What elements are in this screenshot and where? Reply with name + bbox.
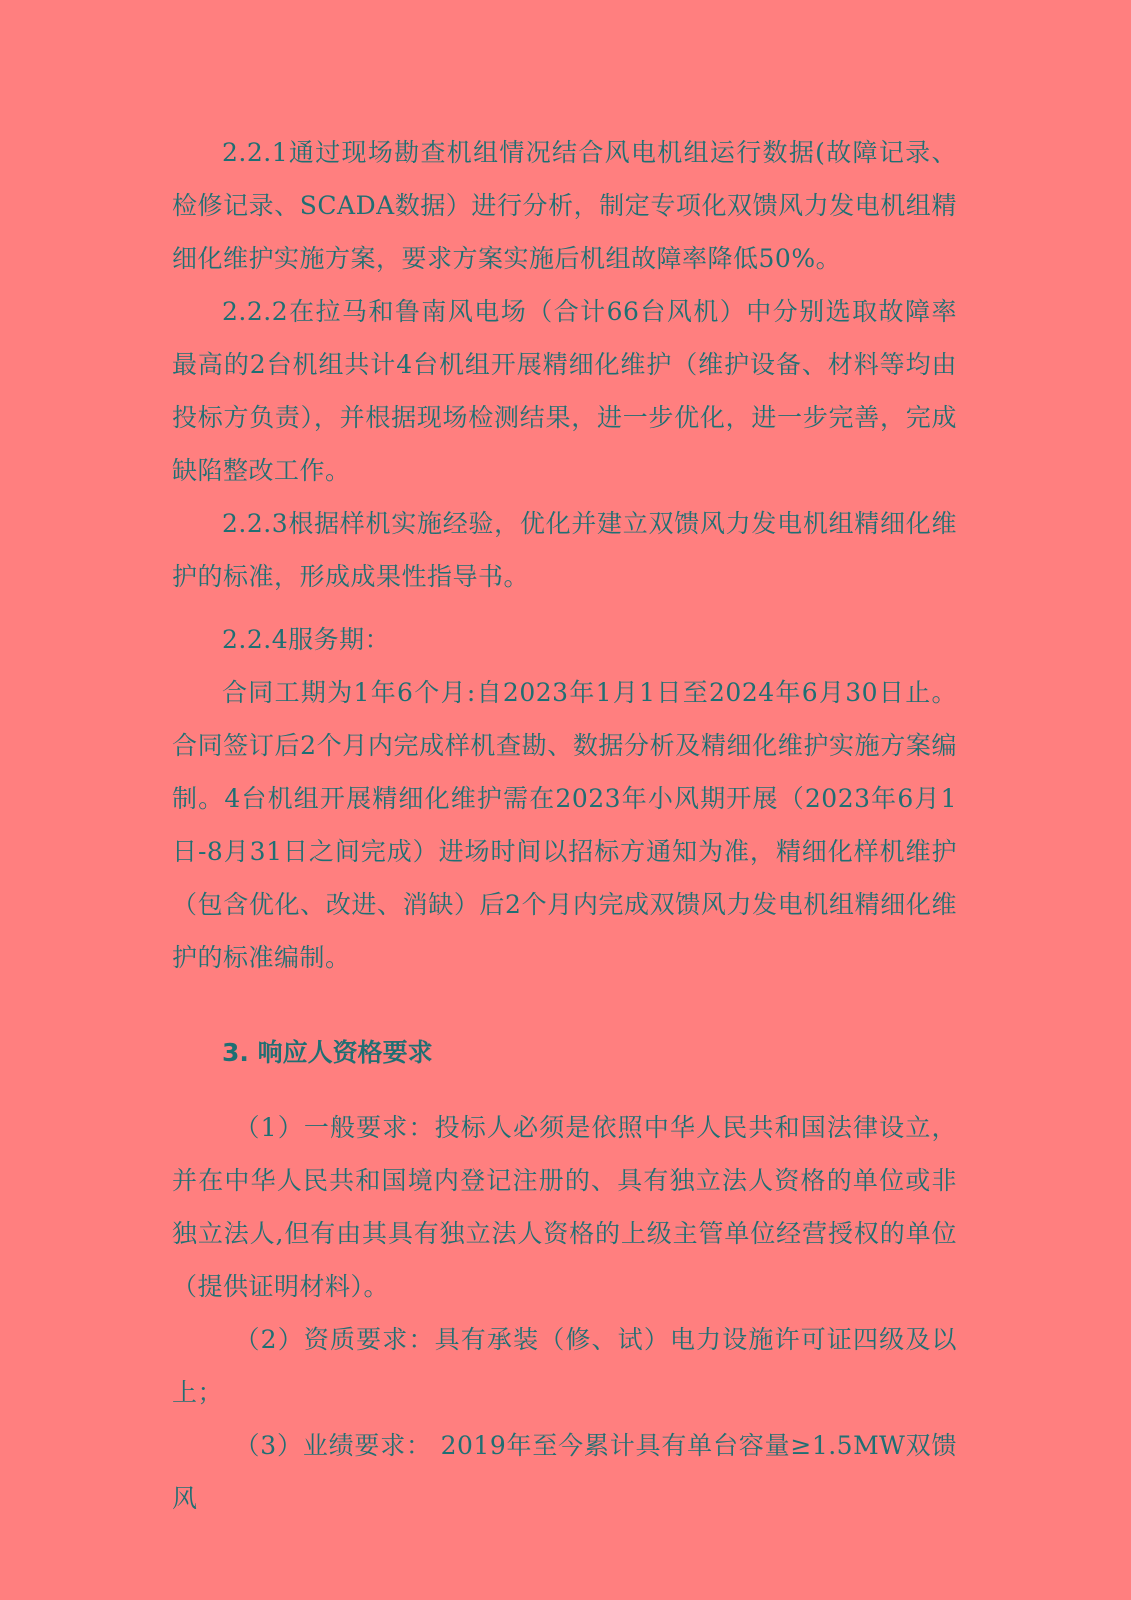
paragraph-2-2-3: 2.2.3根据样机实施经验，优化并建立双馈风力发电机组精细化维护的标准，形成成果性指导书。 — [172, 509, 957, 591]
section-3-heading: 3. 响应人资格要求 — [222, 1038, 433, 1067]
requirement-general: （1）一般要求：投标人必须是依照中华人民共和国法律设立，并在中华人民共和国境内登记注册的、具有独立法人资格的单位或非独立法人,但有由其具有独立法人资格的上级主管单位经营授权的单位（提供证明材料）。 — [172, 1113, 957, 1301]
requirement-performance: （3）业绩要求： 2019年至今累计具有单台容量≥1.5MW双馈风 — [172, 1431, 957, 1513]
requirement-qualification: （2）资质要求：具有承装（修、试）电力设施许可证四级及以上； — [172, 1325, 957, 1407]
paragraph-2-2-4-title: 2.2.4服务期： — [222, 625, 391, 654]
document-page — [172, 126, 957, 1525]
paragraph-2-2-4-body: 合同工期为1年6个月:自2023年1月1日至2024年6月30日止。合同签订后2个月内完成样机查勘、数据分析及精细化维护实施方案编制。4台机组开展精细化维护需在2023年小风期开展（2023年6月1日-8月31日之间完成）进场时间以招标方通知为准，精细化样机维护（包含优化、改进、消缺）后2个月内完成双馈风力发电机组精细化维护的标准编制。 — [172, 678, 957, 972]
paragraph-2-2-1: 2.2.1通过现场勘查机组情况结合风电机组运行数据(故障记录、检修记录、SCADA数据）进行分析，制定专项化双馈风力发电机组精细化维护实施方案，要求方案实施后机组故障率降低50%。 — [172, 138, 957, 273]
paragraph-2-2-2: 2.2.2在拉马和鲁南风电场（合计66台风机）中分别选取故障率最高的2台机组共计4台机组开展精细化维护（维护设备、材料等均由投标方负责），并根据现场检测结果，进一步优化，进一步完善，完成缺陷整改工作。 — [172, 297, 957, 485]
